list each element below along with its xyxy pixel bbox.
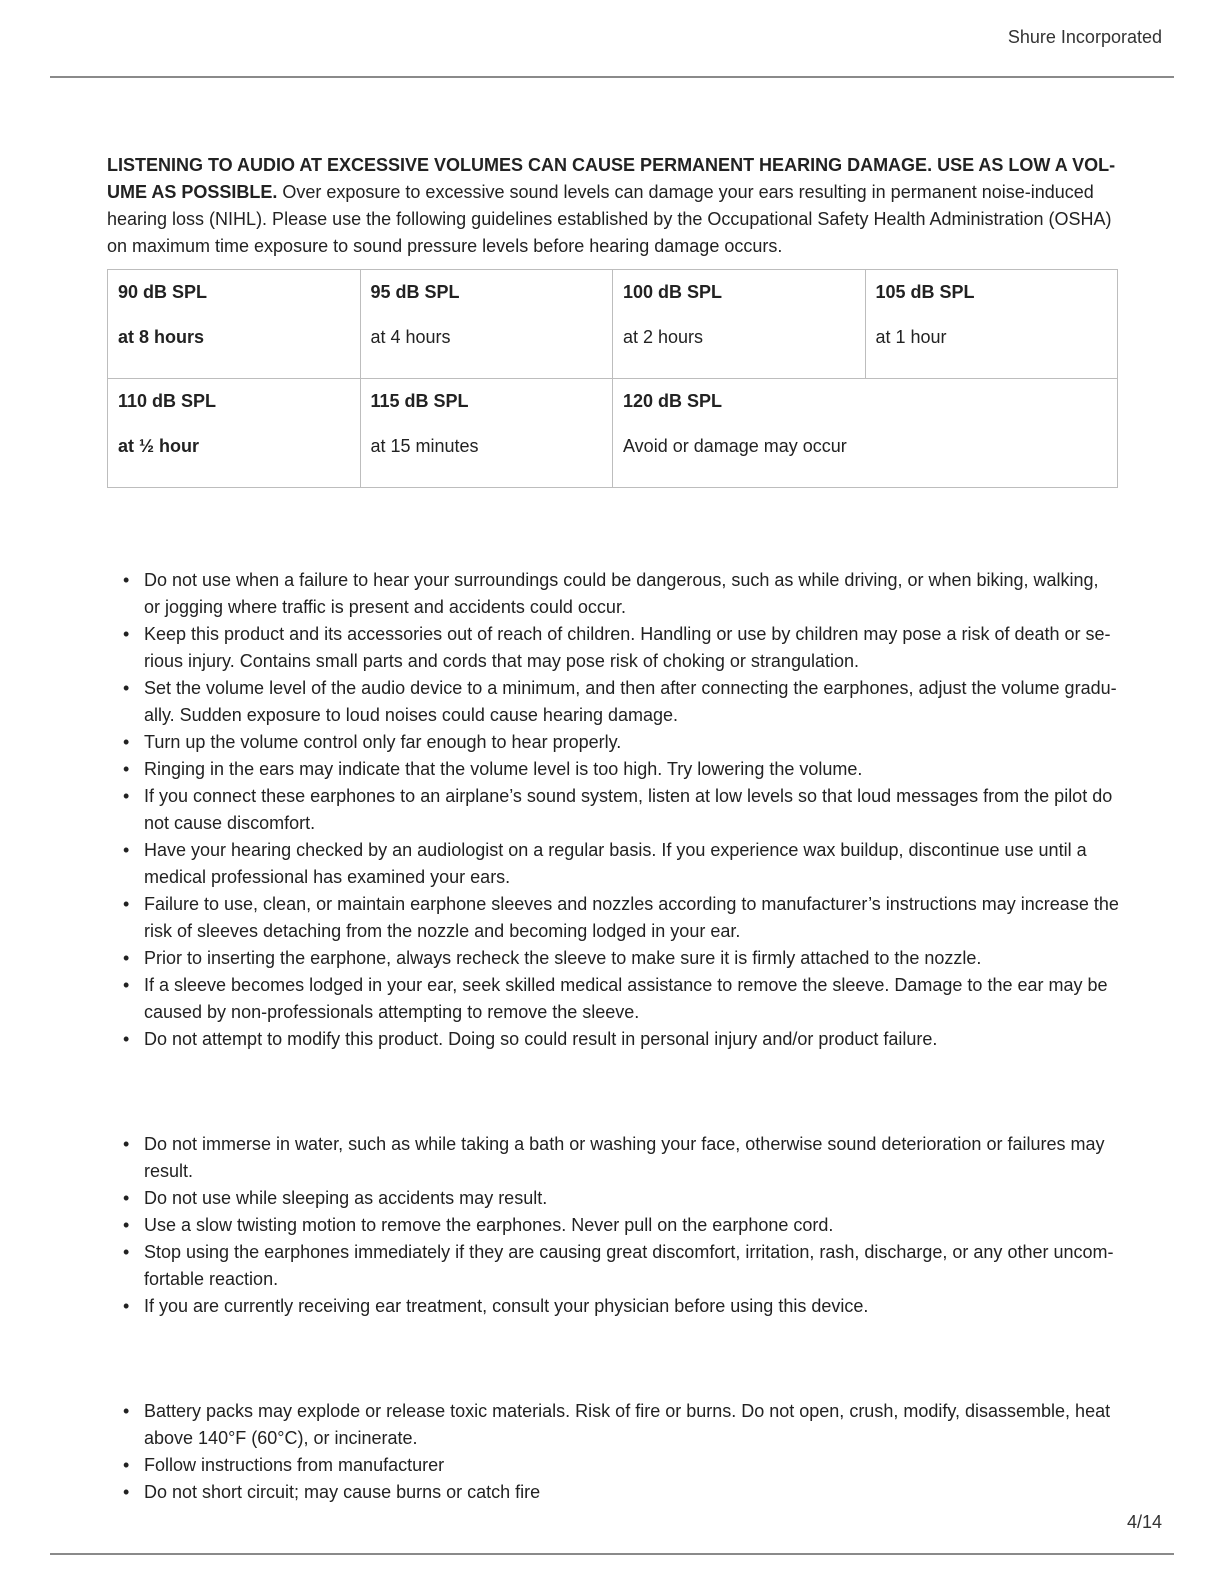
list-item: • Do not use while sleeping as accidents may result. — [107, 1185, 1119, 1212]
exposure-duration: at 15 minutes — [370, 436, 479, 456]
intro-paragraph — [107, 152, 1119, 260]
list-item: • Follow instructions from manufacturer — [107, 1452, 1119, 1479]
exposure-duration: at ½ hour — [118, 436, 200, 456]
list-item: • If you connect these earphones to an airplane’s sound system, listen at low levels so that loud messages from the pilot do not cause discomfort. — [107, 783, 1119, 837]
spl-level: 110 dB SPL — [118, 391, 217, 411]
list-item: • If a sleeve becomes lodged in your ear, seek skilled medical assistance to remove the sleeve. Damage to the ear may be caused by non-professionals attempting to remove the sleeve. — [107, 972, 1119, 1026]
battery-warning-list — [107, 1398, 1119, 1506]
list-item: • Stop using the earphones immediately if they are causing great discomfort, irritation, rash, discharge, or any other uncomfortable reaction. — [107, 1239, 1119, 1293]
list-item: • Prior to inserting the earphone, always recheck the sleeve to make sure it is firmly attached to the nozzle. — [107, 945, 1119, 972]
spl-level: 120 dB SPL — [623, 391, 723, 411]
exposure-duration: Avoid or damage may occur — [623, 436, 847, 456]
list-item: • Battery packs may explode or release toxic materials. Risk of fire or burns. Do not open, crush, modify, disassemble, heat above 140°F (60°C), or incinerate. — [107, 1398, 1119, 1452]
table-cell — [613, 270, 866, 379]
table-cell — [865, 270, 1118, 379]
table-cell — [360, 379, 613, 488]
table-cell — [360, 270, 613, 379]
header-divider — [50, 76, 1174, 78]
exposure-duration: at 1 hour — [875, 327, 947, 347]
list-item: • Have your hearing checked by an audiologist on a regular basis. If you experience wax buildup, discontinue use until a medical professional has examined your ears. — [107, 837, 1119, 891]
usage-caution-list — [107, 1131, 1119, 1320]
list-item: • Failure to use, clean, or maintain earphone sleeves and nozzles according to manufacturer’s instructions may increase the risk of sleeves detaching from the nozzle and becoming lodged in your ear. — [107, 891, 1119, 945]
list-item: • Turn up the volume control only far enough to hear properly. — [107, 729, 1119, 756]
table-row — [108, 379, 1118, 488]
spl-level: 100 dB SPL — [623, 282, 723, 302]
header-company-name: Shure Incorporated — [1007, 27, 1162, 47]
exposure-duration: at 2 hours — [623, 327, 704, 347]
spl-level: 105 dB SPL — [875, 282, 975, 302]
list-item: • Ringing in the ears may indicate that the volume level is too high. Try lowering the volume. — [107, 756, 1119, 783]
exposure-duration: at 8 hours — [118, 327, 205, 347]
list-item: • Use a slow twisting motion to remove the earphones. Never pull on the earphone cord. — [107, 1212, 1119, 1239]
table-cell — [108, 379, 361, 488]
list-item: • Do not attempt to modify this product. Doing so could result in personal injury and/or product failure. — [107, 1026, 1119, 1053]
table-cell — [108, 270, 361, 379]
hearing-warning: LISTENING TO AUDIO AT EXCESSIVE VOLUMES CAN CAUSE PERMANENT HEARING DAMAGE. USE AS LOW A VOLUME AS POSSIBLE. — [107, 155, 1116, 202]
intro-text: Over exposure to excessive sound levels can damage your ears resulting in permanent noise-induced hearing loss (NIHL). Please use the following guidelines established by the Occupational Safety Health Administration (OSHA) on maximum time exposure to sound pressure levels before hearing damage occurs. — [107, 182, 1112, 256]
page-content — [107, 152, 1119, 1506]
spl-level: 95 dB SPL — [370, 282, 460, 302]
spl-level: 115 dB SPL — [370, 391, 469, 411]
spl-level: 90 dB SPL — [118, 282, 208, 302]
list-item: • If you are currently receiving ear treatment, consult your physician before using this device. — [107, 1293, 1119, 1320]
page-number: 4/14 — [1126, 1512, 1162, 1532]
footer-divider — [50, 1553, 1174, 1555]
table-cell — [613, 379, 1118, 488]
exposure-duration: at 4 hours — [370, 327, 451, 347]
table-row — [108, 270, 1118, 379]
list-item: • Do not immerse in water, such as while taking a bath or washing your face, otherwise sound deterioration or failures may result. — [107, 1131, 1119, 1185]
list-item: • Set the volume level of the audio device to a minimum, and then after connecting the earphones, adjust the volume gradually. Sudden exposure to loud noises could cause hearing damage. — [107, 675, 1119, 729]
list-item: • Do not short circuit; may cause burns or catch fire — [107, 1479, 1119, 1506]
spl-exposure-table — [107, 269, 1118, 488]
list-item: • Keep this product and its accessories out of reach of children. Handling or use by children may pose a risk of death or serious injury. Contains small parts and cords that may pose risk of choking or strangulation. — [107, 621, 1119, 675]
list-item: • Do not use when a failure to hear your surroundings could be dangerous, such as while driving, or when biking, walking, or jogging where traffic is present and accidents could occur. — [107, 567, 1119, 621]
earphone-safety-list — [107, 567, 1119, 1053]
